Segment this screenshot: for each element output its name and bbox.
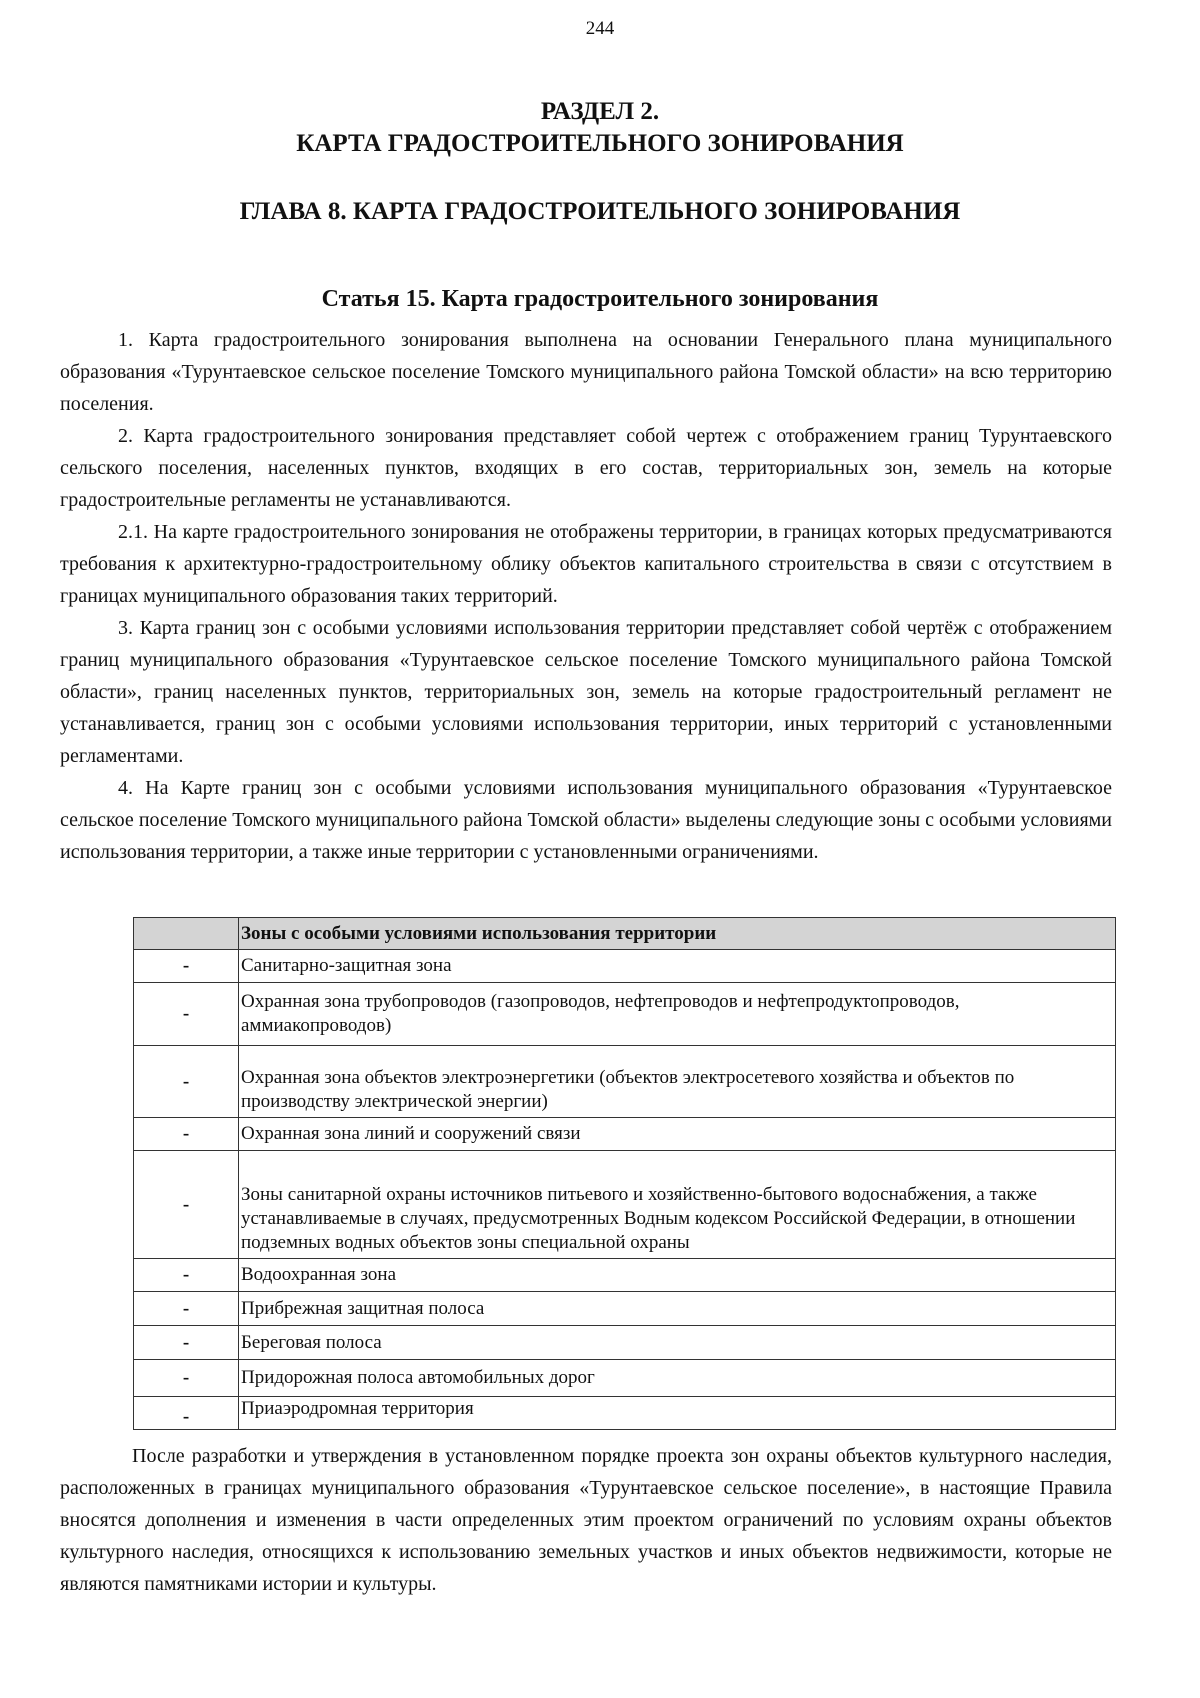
paragraph-2: 2. Карта градостроительного зонирования представляет собой чертеж с отображением границ Турунтаевского сельского поселения, населенных пунктов, входящих в его состав, территориальных зон, земель на которые градостроительные регламенты не устанавливаются. (60, 425, 1112, 511)
row-text: Санитарно-защитная зона (239, 950, 1116, 983)
row-marker: - (134, 1118, 239, 1151)
row-text: Береговая полоса (239, 1326, 1116, 1360)
row-marker: - (134, 1259, 239, 1292)
paragraph-1: 1. Карта градостроительного зонирования выполнена на основании Генерального плана муниципального образования «Турунтаевское сельское поселение Томского муниципального района Томской области» на всю территорию поселения. (60, 329, 1112, 415)
table-row (134, 1292, 1116, 1326)
table-row (134, 1397, 1116, 1430)
closing-paragraph: После разработки и утверждения в установленном порядке проекта зон охраны объектов культурного наследия, расположенных в границах муниципального образования «Турунтаевское сельское поселение», в настоящие Правила вносятся дополнения и изменения в части определенных этим проектом ограничений по условиям охраны объектов культурного наследия, относящихся к использованию земельных участков и иных объектов недвижимости, которые не являются памятниками истории и культуры. (60, 1445, 1112, 1595)
row-text: Придорожная полоса автомобильных дорог (239, 1360, 1116, 1397)
row-text: Прибрежная защитная полоса (239, 1292, 1116, 1326)
row-marker: - (134, 1151, 239, 1259)
table-row (134, 1046, 1116, 1118)
article-body (60, 324, 1112, 868)
table-row (134, 1326, 1116, 1360)
table-row (134, 1259, 1116, 1292)
section-title: КАРТА ГРАДОСТРОИТЕЛЬНОГО ЗОНИРОВАНИЯ (296, 130, 904, 157)
row-text: Охранная зона объектов электроэнергетики (объектов электросетевого хозяйства и объектов по производству электрической энергии) (239, 1046, 1116, 1118)
page-number: 244 (585, 18, 615, 39)
chapter-heading: ГЛАВА 8. КАРТА ГРАДОСТРОИТЕЛЬНОГО ЗОНИРОВАНИЯ (239, 198, 961, 225)
table-row (134, 1360, 1116, 1397)
zones-table (133, 917, 1116, 1430)
row-marker: - (134, 1292, 239, 1326)
table-header-row (134, 918, 1116, 950)
section-number: РАЗДЕЛ 2. (540, 98, 660, 125)
row-marker: - (134, 1326, 239, 1360)
row-marker: - (134, 1360, 239, 1397)
row-text: Охранная зона трубопроводов (газопроводов, нефтепроводов и нефтепродуктопроводов, аммиакопроводов) (239, 983, 1116, 1046)
row-text: Приаэродромная территория (239, 1397, 1116, 1430)
table-row (134, 1118, 1116, 1151)
row-text: Водоохранная зона (239, 1259, 1116, 1292)
paragraph-3: 3. Карта границ зон с особыми условиями использования территории представляет собой чертёж с отображением границ муниципального образования «Турунтаевское сельское поселение Томского муниципального района Томской области», границ населенных пунктов, территориальных зон, земель на которые градостроительный регламент не устанавливается, границ зон с особыми условиями использования территории, иных территорий с установленными регламентами. (60, 617, 1112, 767)
row-marker: - (134, 1397, 239, 1430)
row-marker: - (134, 983, 239, 1046)
table-row (134, 1151, 1116, 1259)
paragraph-4: 4. На Карте границ зон с особыми условиями использования муниципального образования «Турунтаевское сельское поселение Томского муниципального района Томской области» выделены следующие зоны с особыми условиями использования территории, а также иные территории с установленными ограничениями. (60, 777, 1112, 863)
closing-section (60, 1440, 1112, 1600)
row-text: Охранная зона линий и сооружений связи (239, 1118, 1116, 1151)
row-marker: - (134, 1046, 239, 1118)
row-marker: - (134, 950, 239, 983)
section-heading (60, 96, 1140, 160)
article-heading: Статья 15. Карта градостроительного зонирования (321, 286, 879, 312)
table-row (134, 983, 1116, 1046)
table-row (134, 950, 1116, 983)
table-header-title: Зоны с особыми условиями использования территории (239, 918, 1116, 950)
row-text: Зоны санитарной охраны источников питьевого и хозяйственно-бытового водоснабжения, а также устанавливаемые в случаях, предусмотренных Водным кодексом Российской Федерации, в отношении подземных водных объектов зоны специальной охраны (239, 1151, 1116, 1259)
paragraph-2-1: 2.1. На карте градостроительного зонирования не отображены территории, в границах которых предусматриваются требования к архитектурно-градостроительному облику объектов капитального строительства в связи с отсутствием в границах муниципального образования таких территорий. (60, 521, 1112, 607)
table-header-marker (134, 918, 239, 950)
